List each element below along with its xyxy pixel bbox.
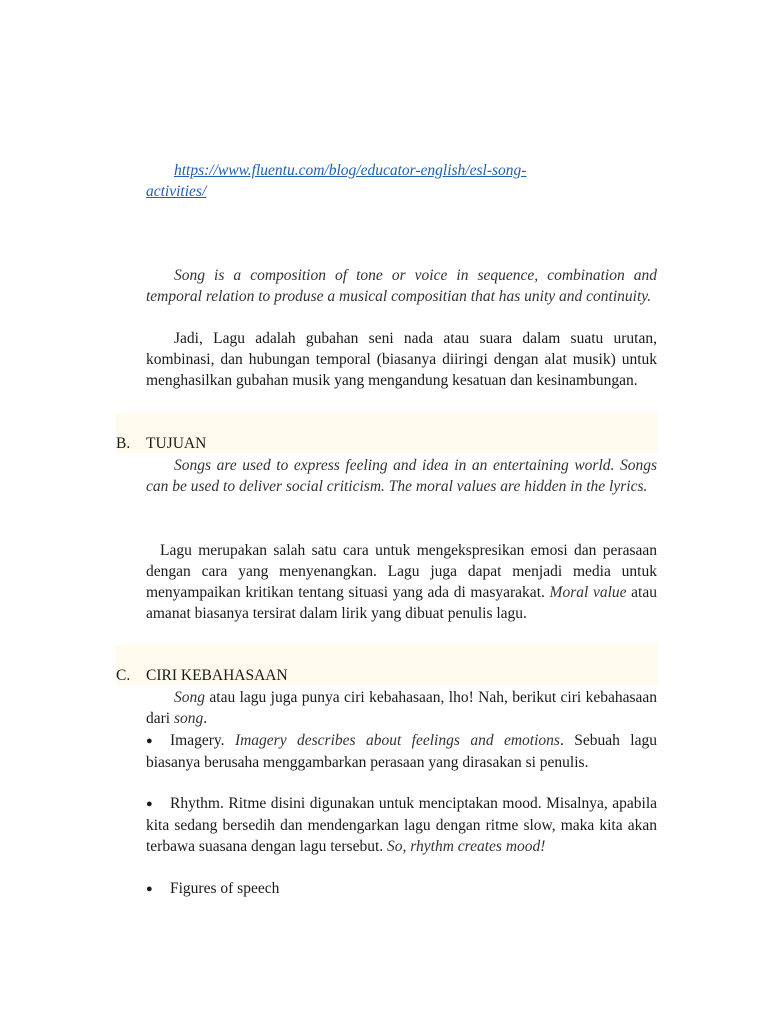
definition-indonesian: Jadi, Lagu adalah gubahan seni nada atau suara dalam suatu urutan, kombinasi, dan hubungan temporal (biasanya diiringi dengan alat musik) untuk menghasilkan gubahan musik yang mengandung kesatuan dan kesinambungan. bbox=[146, 330, 657, 389]
section-c-number: C. bbox=[116, 667, 131, 684]
bullet-icon: ● bbox=[146, 735, 153, 747]
section-b-title: TUJUAN bbox=[146, 435, 207, 452]
reference-link-continued[interactable]: activities/ bbox=[146, 183, 207, 200]
section-c-heading bbox=[116, 665, 288, 686]
reference-link[interactable]: https://www.fluentu.com/blog/educator-english/esl-song- bbox=[174, 162, 527, 179]
list-item-rhythm: ● Rhythm. Ritme disini digunakan untuk menciptakan mood. Misalnya, apabila kita sedang bersedih dan mendengarkan lagu dengan ritme slow, maka kita akan terbawa suasana dengan lagu tersebut. So, rhythm creates mood! bbox=[146, 795, 657, 855]
definition-english: Song is a composition of tone or voice in sequence, combination and temporal relation to produse a musical compositian that has unity and continuity. bbox=[146, 267, 657, 305]
section-b-heading bbox=[116, 433, 206, 454]
list-item-figures-of-speech: ● Figures of speech bbox=[146, 878, 657, 900]
section-b-number: B. bbox=[116, 435, 131, 452]
section-b-indonesian: Lagu merupakan salah satu cara untuk mengekspresikan emosi dan perasaan dengan cara yang menyenangkan. Lagu juga dapat menjadi media untuk menyampaikan kritikan tentang situasi yang ada di masyarakat. Moral value atau amanat biasanya tersirat dalam lirik yang dibuat penulis lagu. bbox=[146, 542, 657, 622]
list-item-imagery: ● Imagery. Imagery describes about feelings and emotions. Sebuah lagu biasanya berusaha menggambarkan perasaan yang dirasakan si penulis. bbox=[146, 732, 657, 771]
section-c-intro: Song atau lagu juga punya ciri kebahasaan, lho! Nah, berikut ciri kebahasaan dari song. bbox=[146, 689, 657, 727]
section-c-title: CIRI KEBAHASAAN bbox=[146, 667, 288, 684]
bullet-icon: ● bbox=[146, 883, 153, 895]
bullet-icon: ● bbox=[146, 798, 153, 810]
section-b-english: Songs are used to express feeling and idea in an entertaining world. Songs can be used to deliver social criticism. The moral values are hidden in the lyrics. bbox=[146, 457, 657, 495]
reference-link-block bbox=[146, 160, 657, 202]
